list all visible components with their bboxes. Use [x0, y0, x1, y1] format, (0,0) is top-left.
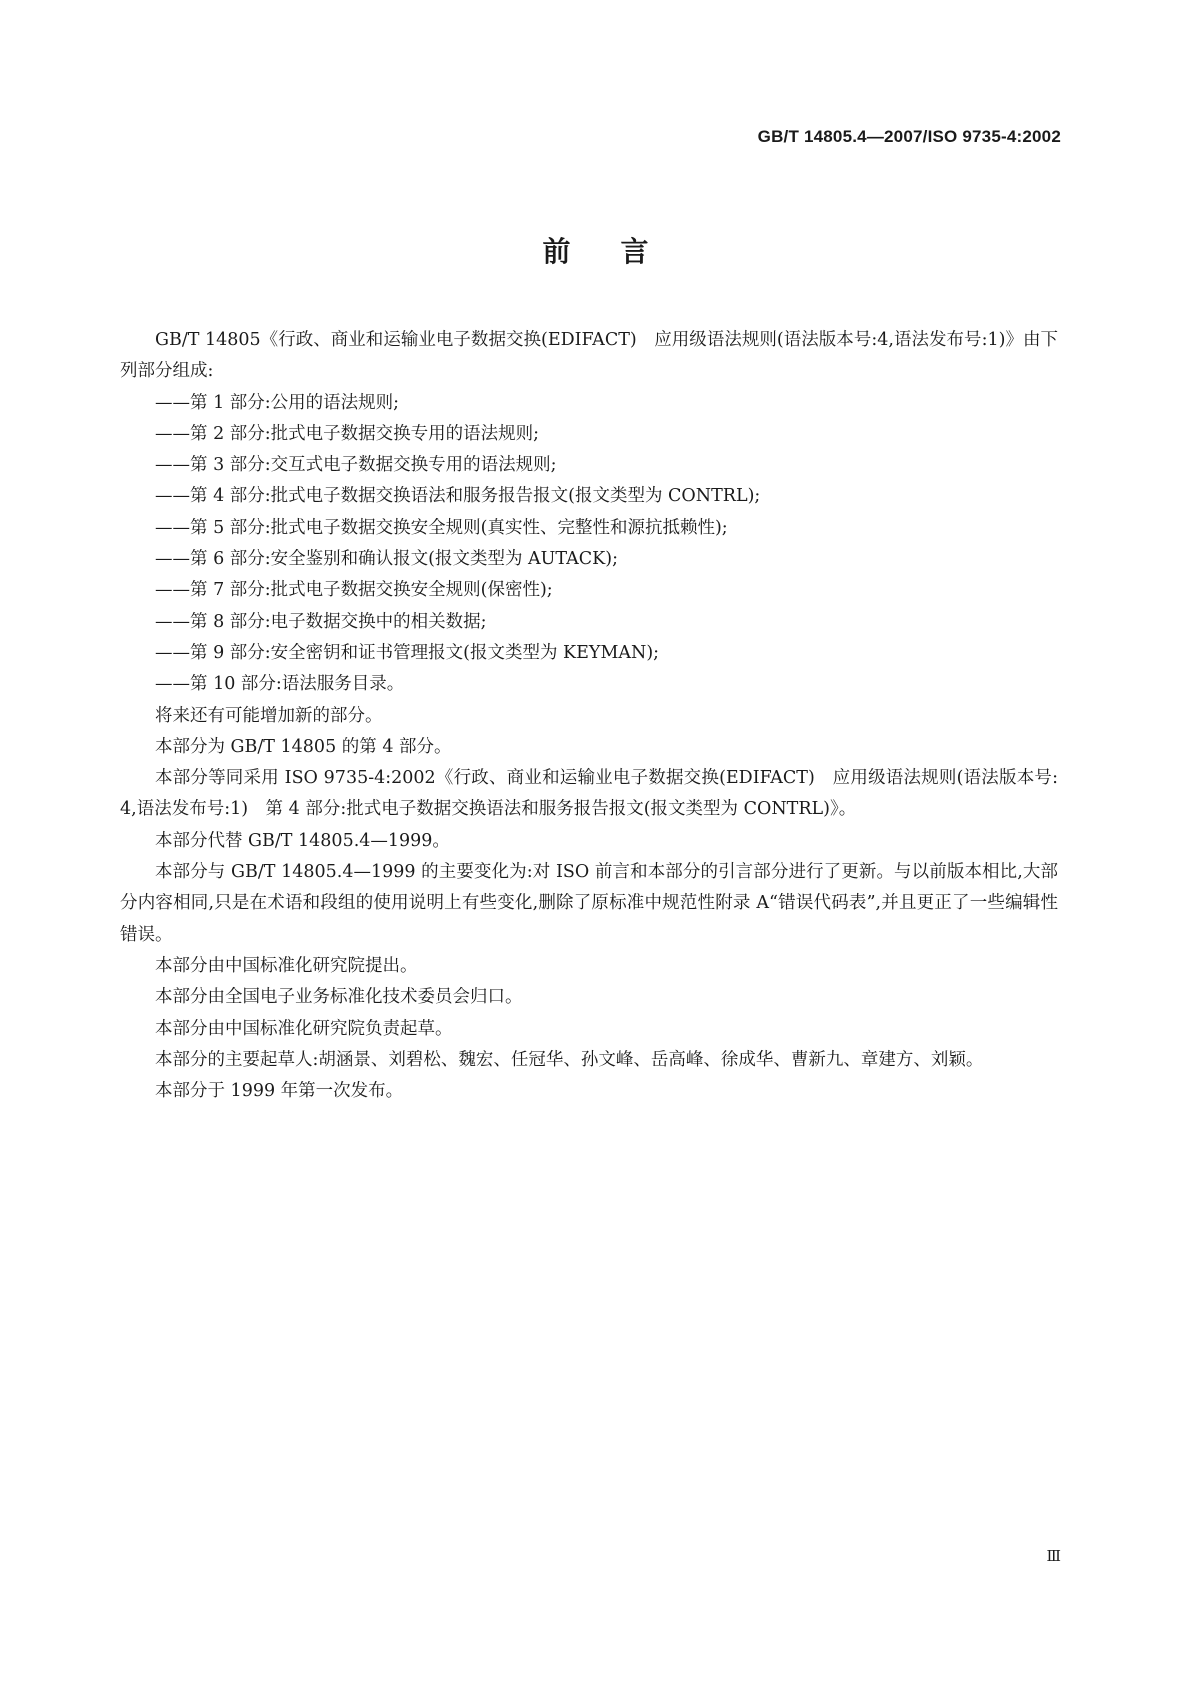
list-item: ——第 5 部分:批式电子数据交换安全规则(真实性、完整性和源抗抵赖性); — [155, 517, 728, 538]
page-title: 前言 — [542, 235, 699, 268]
foreword-body — [120, 325, 1058, 1107]
list-item: ——第 6 部分:安全鉴别和确认报文(报文类型为 AUTACK); — [155, 549, 618, 570]
paragraph: 本部分由中国标准化研究院提出。 — [155, 955, 418, 976]
list-item: ——第 2 部分:批式电子数据交换专用的语法规则; — [155, 423, 540, 444]
list-item: ——第 9 部分:安全密钥和证书管理报文(报文类型为 KEYMAN); — [155, 642, 660, 663]
paragraph: 本部分等同采用 ISO 9735-4:2002《行政、商业和运输业电子数据交换(EDIFACT) 应用级语法规则(语法版本号:4,语法发布号:1) 第 4 部分:批式电子数据交换语法和服务报告报文(报文类型为 CONTRL)》。 — [120, 768, 1058, 820]
list-item: ——第 10 部分:语法服务目录。 — [155, 674, 405, 695]
list-item: ——第 4 部分:批式电子数据交换语法和服务报告报文(报文类型为 CONTRL); — [155, 486, 761, 507]
paragraph: 本部分由全国电子业务标准化技术委员会归口。 — [155, 987, 523, 1008]
paragraph: 本部分为 GB/T 14805 的第 4 部分。 — [155, 736, 452, 757]
list-item: ——第 8 部分:电子数据交换中的相关数据; — [155, 611, 487, 632]
paragraph-intro: GB/T 14805《行政、商业和运输业电子数据交换(EDIFACT) 应用级语法规则(语法版本号:4,语法发布号:1)》由下列部分组成: — [120, 330, 1058, 382]
paragraph: 将来还有可能增加新的部分。 — [155, 705, 383, 726]
page-number: Ⅲ — [1046, 1547, 1061, 1565]
document-code: GB/T 14805.4—2007/ISO 9735-4:2002 — [757, 127, 1061, 146]
paragraph: 本部分的主要起草人:胡涵景、刘碧松、魏宏、任冠华、孙文峰、岳高峰、徐成华、曹新九、章建方、刘颖。 — [155, 1049, 984, 1070]
list-item: ——第 1 部分:公用的语法规则; — [155, 392, 400, 413]
list-item: ——第 3 部分:交互式电子数据交换专用的语法规则; — [155, 455, 557, 476]
paragraph: 本部分由中国标准化研究院负责起草。 — [155, 1018, 453, 1039]
paragraph: 本部分与 GB/T 14805.4—1999 的主要变化为:对 ISO 前言和本部分的引言部分进行了更新。与以前版本相比,大部分内容相同,只是在术语和段组的使用说明上有些变化,删除了原标准中规范性附录 A“错误代码表”,并且更正了一些编辑性错误。 — [120, 862, 1058, 945]
paragraph: 本部分代替 GB/T 14805.4—1999。 — [155, 830, 450, 851]
list-item: ——第 7 部分:批式电子数据交换安全规则(保密性); — [155, 580, 553, 601]
paragraph: 本部分于 1999 年第一次发布。 — [155, 1081, 404, 1102]
